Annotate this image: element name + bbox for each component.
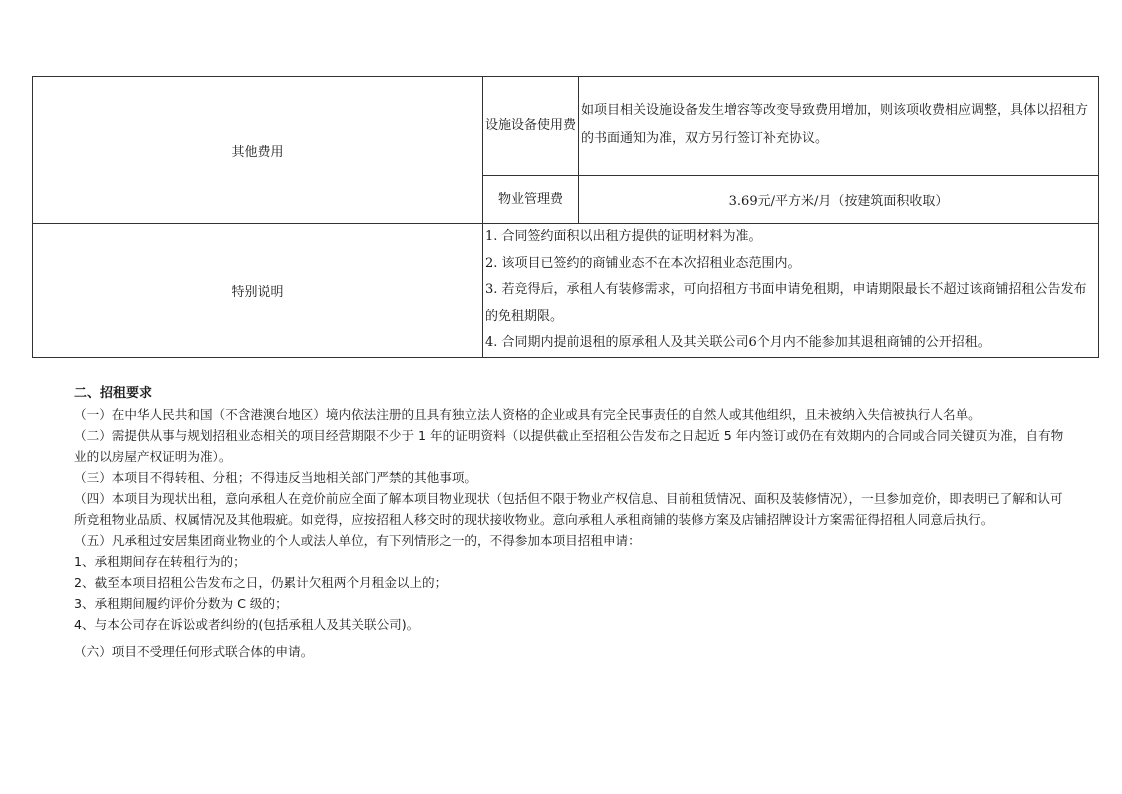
fee-row-facility <box>33 77 1099 176</box>
requirement-item: （三）本项目不得转租、分租；不得违反当地相关部门严禁的其他事项。 <box>74 470 477 485</box>
requirement-item: （五）凡承租过安居集团商业物业的个人或法人单位，有下列情形之一的，不得参加本项目招租申请： <box>74 533 641 548</box>
requirements-section <box>74 384 1064 662</box>
requirement-item: （四）本项目为现状出租，意向承租人在竞价前应全面了解本项目物业现状（包括但不限于物业产权信息、目前租赁情况、面积及装修情况），一旦参加竞价，即表明已了解和认可所竞租物业品质、权属情况及其他瑕疵。如竞得，应按招租人移交时的现状接收物业。意向承租人承租商铺的装修方案及店铺招牌设计方案需征得招租人同意后执行。 <box>74 491 1063 527</box>
special-notes-row <box>33 224 1099 358</box>
facility-fee-detail: 如项目相关设施设备发生增容等改变导致费用增加，则该项收费相应调整，具体以招租方的书面通知为准，双方另行签订补充协议。 <box>579 77 1099 176</box>
special-note: 1. 合同签约面积以出租方提供的证明材料为准。 <box>485 229 762 244</box>
mgmt-fee-value: 3.69元/平方米/月（按建筑面积收取） <box>579 176 1099 224</box>
section-heading: 二、招租要求 <box>74 386 153 401</box>
requirement-item-last: （六）项目不受理任何形式联合体的申请。 <box>74 644 314 659</box>
requirement-item: （二）需提供从事与规划招租业态相关的项目经营期限不少于 1 年的证明资料（以提供截止至招租公告发布之日起近 5 年内签订或仍在有效期内的合同或合同关键页为准，自有物业的以房屋产权证明为准）。 <box>74 428 1064 464</box>
facility-fee-label: 设施设备使用费 <box>483 77 579 176</box>
special-notes-cell <box>483 224 1099 358</box>
requirement-sub-item: 1、承租期间存在转租行为的； <box>74 554 246 569</box>
mgmt-fee-label: 物业管理费 <box>483 176 579 224</box>
fee-table <box>32 76 1099 358</box>
requirement-sub-item: 4、与本公司存在诉讼或者纠纷的(包括承租人及其关联公司)。 <box>74 617 420 632</box>
requirement-sub-item: 2、截至本项目招租公告发布之日，仍累计欠租两个月租金以上的； <box>74 575 448 590</box>
other-fees-label: 其他费用 <box>33 77 483 224</box>
special-note: 3. 若竞得后，承租人有装修需求，可向招租方书面申请免租期，申请期限最长不超过该商铺招租公告发布的免租期限。 <box>485 282 1087 324</box>
requirement-item: （一）在中华人民共和国（不含港澳台地区）境内依法注册的且具有独立法人资格的企业或具有完全民事责任的自然人或其他组织，且未被纳入失信被执行人名单。 <box>74 407 981 422</box>
special-note: 4. 合同期内提前退租的原承租人及其关联公司6个月内不能参加其退租商铺的公开招租。 <box>485 335 991 350</box>
special-note: 2. 该项目已签约的商铺业态不在本次招租业态范围内。 <box>485 255 801 271</box>
requirement-sub-item: 3、承租期间履约评价分数为 C 级的； <box>74 596 288 611</box>
special-label: 特别说明 <box>33 224 483 358</box>
